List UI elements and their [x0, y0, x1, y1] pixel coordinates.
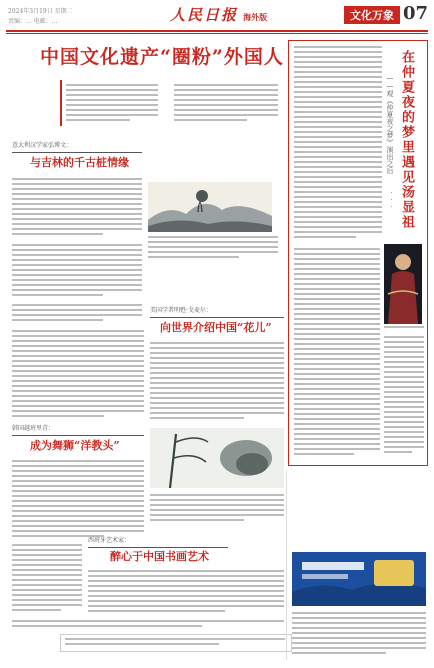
article3-rule — [12, 435, 144, 436]
article1-kicker: 意大利汉学家弘博文： — [12, 142, 73, 149]
article1-body-b — [148, 236, 278, 262]
side-author: ... — [388, 188, 395, 209]
promo-banner — [292, 552, 426, 606]
article2-title: 向世界介绍中国“花儿” — [160, 321, 272, 334]
article4-body-c — [12, 620, 284, 628]
footer-credits-box — [60, 634, 292, 652]
article1-body-c — [12, 244, 142, 302]
page-number: 07 — [403, 3, 429, 24]
article3-title: 成为舞狮“洋教头” — [30, 439, 120, 452]
side-body-b — [384, 336, 424, 458]
article4-body-a — [12, 544, 82, 616]
article4-rule — [88, 547, 228, 548]
article1-body-a — [12, 178, 142, 240]
header-editor: 责编：... 电邮：... — [8, 18, 58, 25]
article3-body-b — [150, 494, 284, 526]
edition-label: 海外版 — [243, 12, 268, 22]
section-title: 文化万象 — [350, 9, 394, 22]
side-photo — [384, 244, 422, 324]
article1-rule — [12, 152, 142, 153]
article3-kicker: 韩国越班里青： — [12, 425, 55, 432]
column-divider — [286, 470, 287, 660]
article3-body-a — [12, 460, 144, 538]
masthead-logo — [170, 4, 267, 25]
ink-painting-bamboo — [150, 428, 284, 488]
lead-left-box — [60, 80, 162, 126]
side-photo-caption — [384, 326, 424, 332]
header-rule-thin — [6, 33, 428, 34]
side-body-top — [294, 46, 382, 242]
article4-title: 醉心于中国书画艺术 — [110, 550, 209, 563]
section-tab — [344, 6, 400, 24]
header-date: 2024年3月19日 星期二 — [8, 8, 73, 15]
side-body-a — [294, 248, 380, 458]
lead-right-box — [170, 80, 282, 126]
article2-kicker: 美国学者明甦·戈麦尔： — [150, 307, 212, 314]
article4-kicker: 西班牙艺术家： — [88, 537, 131, 544]
article2-body-a — [150, 342, 284, 420]
article1-title: 与吉林的千古桩情缘 — [30, 156, 129, 169]
main-headline: 中国文化遗产“圈粉”外国人 — [40, 46, 284, 68]
article1-body-d — [12, 304, 142, 326]
side-footer-text — [292, 612, 426, 662]
logo-text: 人民日报 — [170, 6, 239, 24]
article2-rule — [150, 317, 284, 318]
side-title: 在仲夏夜的梦里遇见汤显祖 — [399, 50, 414, 230]
ink-painting — [148, 182, 272, 232]
article2-body-b — [12, 330, 144, 418]
article4-body-b — [88, 570, 284, 618]
side-subtitle: ——观《仲夏夜之梦》演出之后 — [386, 74, 394, 174]
header-rule — [6, 30, 428, 32]
